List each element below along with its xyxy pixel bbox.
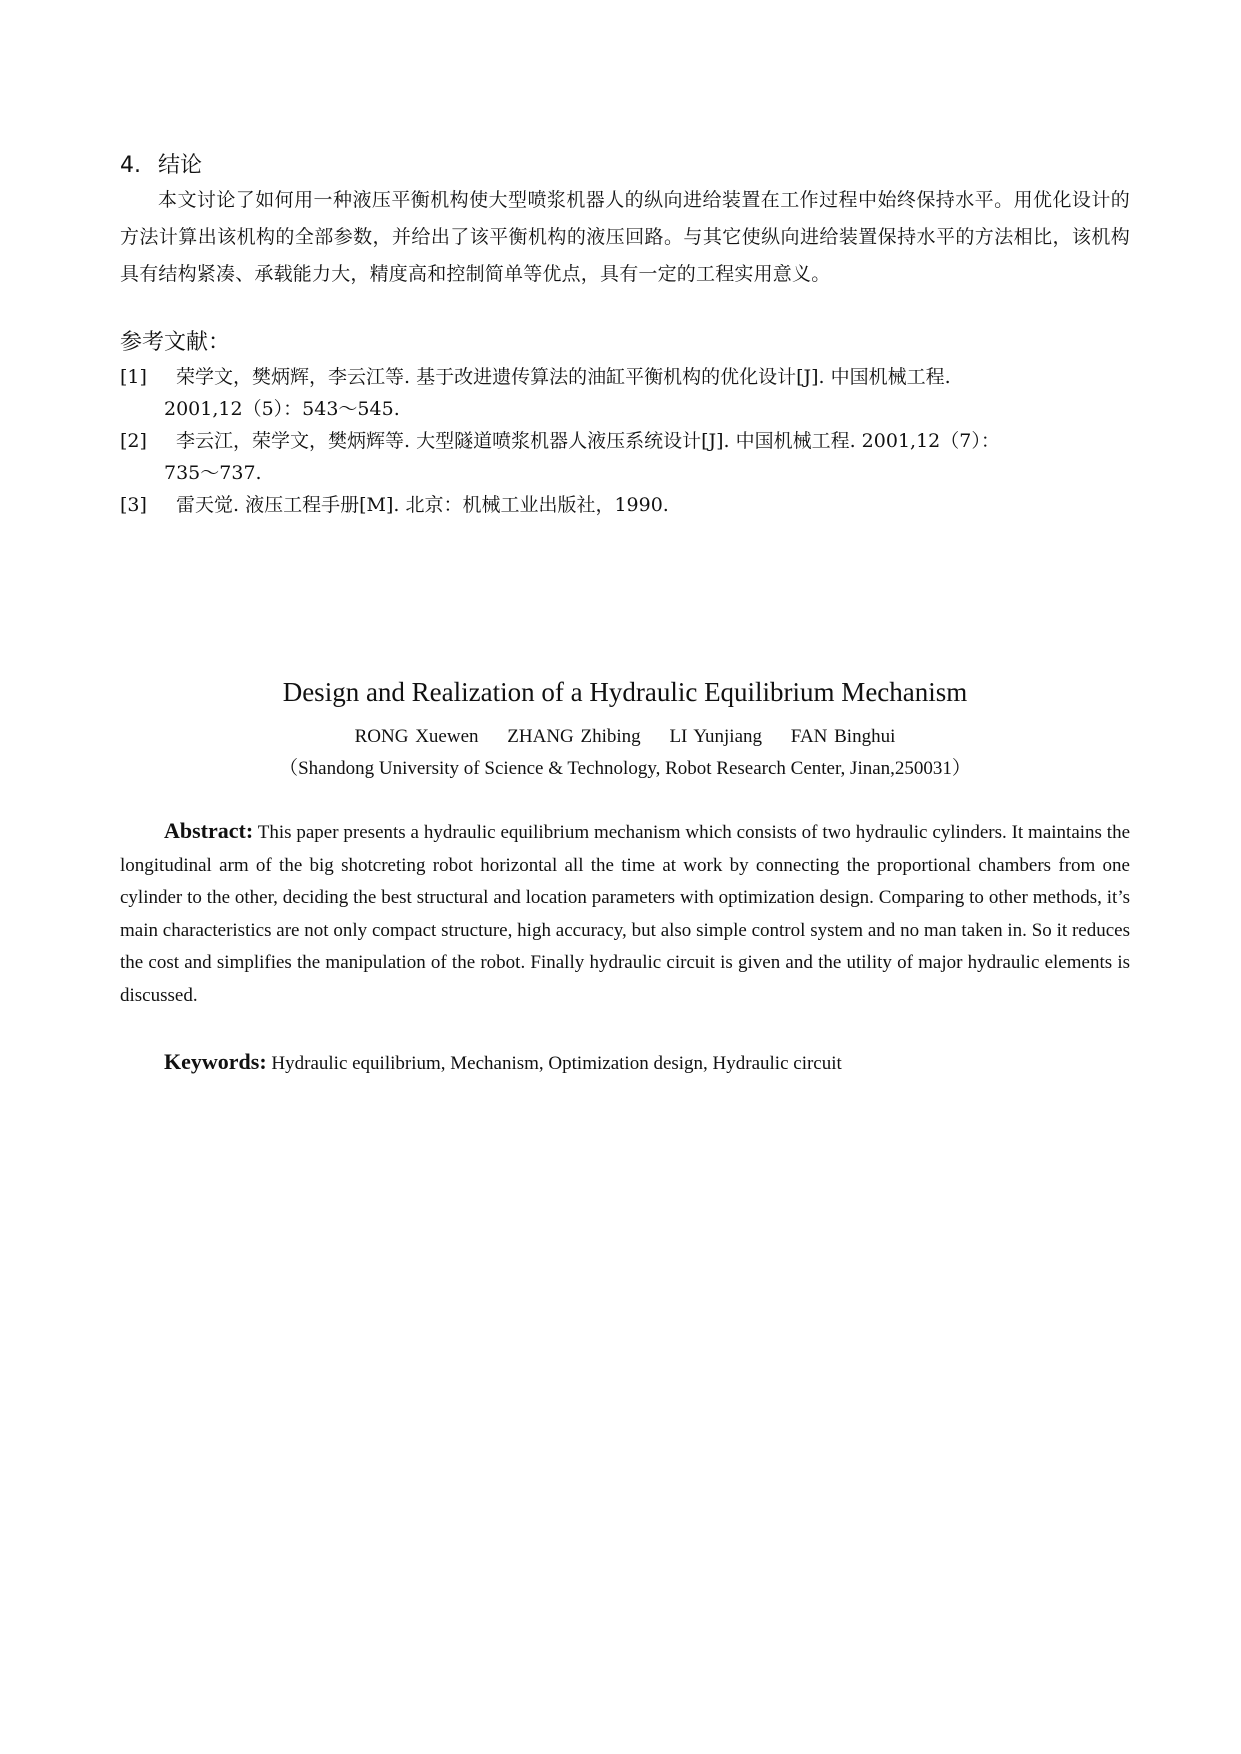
keywords-line [120, 1046, 1130, 1080]
conclusion-paragraph: 本文讨论了如何用一种液压平衡机构使大型喷浆机器人的纵向进给装置在工作过程中始终保持水平。用优化设计的方法计算出该机构的全部参数，并给出了该平衡机构的液压回路。与其它使纵向进给装置保持水平的方法相比，该机构具有结构紧凑、承载能力大，精度高和控制简单等优点，具有一定的工程实用意义。 [120, 189, 1130, 285]
reference-text [164, 361, 1130, 425]
conclusion-heading [120, 150, 1130, 182]
reference-number: [2] [120, 430, 147, 452]
abstract-text: This paper presents a hydraulic equilibrium mechanism which consists of two hydraulic cylinders. It maintains the longitudinal arm of the big shotcreting robot horizontal all the time at work by connecting the proportional chambers from one cylinder to the other, deciding the best structural and location parameters with optimization design. Comparing to other methods, it’s main characteristics are not only compact structure, high accuracy, but also simple control system and no man taken in. So it reduces the cost and simplifies the manipulation of the robot. Finally hydraulic circuit is given and the utility of major hydraulic elements is discussed. [120, 822, 1130, 1006]
reference-line-continued: 2001,12（5）：543～545. [164, 398, 400, 420]
keywords-text: Hydraulic equilibrium, Mechanism, Optimization design, Hydraulic circuit [266, 1053, 842, 1074]
author-name: LI Yunjiang [669, 726, 763, 747]
reference-item-2 [120, 425, 1130, 489]
reference-list [120, 361, 1130, 521]
author-name: FAN Binghui [790, 726, 896, 747]
reference-line: 雷天觉. 液压工程手册[M]. 北京：机械工业出版社，1990. [176, 494, 669, 516]
english-title: Design and Realization of a Hydraulic Equilibrium Mechanism [282, 677, 968, 707]
reference-text [176, 489, 1130, 521]
author-list [120, 721, 1130, 753]
reference-item-1 [120, 361, 1130, 425]
reference-line: 荣学文，樊炳辉，李云江等. 基于改进遗传算法的油缸平衡机构的优化设计[J]. 中国机械工程. [176, 366, 951, 388]
chinese-section [120, 150, 1130, 521]
author-name: RONG Xuewen [354, 726, 479, 747]
abstract-label: Abstract: [164, 818, 254, 843]
reference-line-continued: 735～737. [164, 462, 262, 484]
abstract-paragraph [120, 815, 1130, 1012]
affiliation: （Shandong University of Science & Technology, Robot Research Center, Jinan,250031） [279, 758, 971, 779]
keywords-label: Keywords: [164, 1049, 267, 1074]
conclusion-number: 4. [120, 153, 141, 178]
english-abstract-section [120, 675, 1130, 1080]
references-heading: 参考文献： [120, 330, 231, 355]
reference-item-3 [120, 489, 1130, 521]
reference-line: 李云江，荣学文，樊炳辉等. 大型隧道喷浆机器人液压系统设计[J]. 中国机械工程. 2001,12（7）： [176, 430, 1000, 452]
author-name: ZHANG Zhibing [507, 726, 641, 747]
reference-text [164, 425, 1130, 489]
conclusion-title: 结论 [158, 153, 203, 178]
reference-number: [1] [120, 366, 147, 388]
reference-number: [3] [120, 494, 147, 516]
